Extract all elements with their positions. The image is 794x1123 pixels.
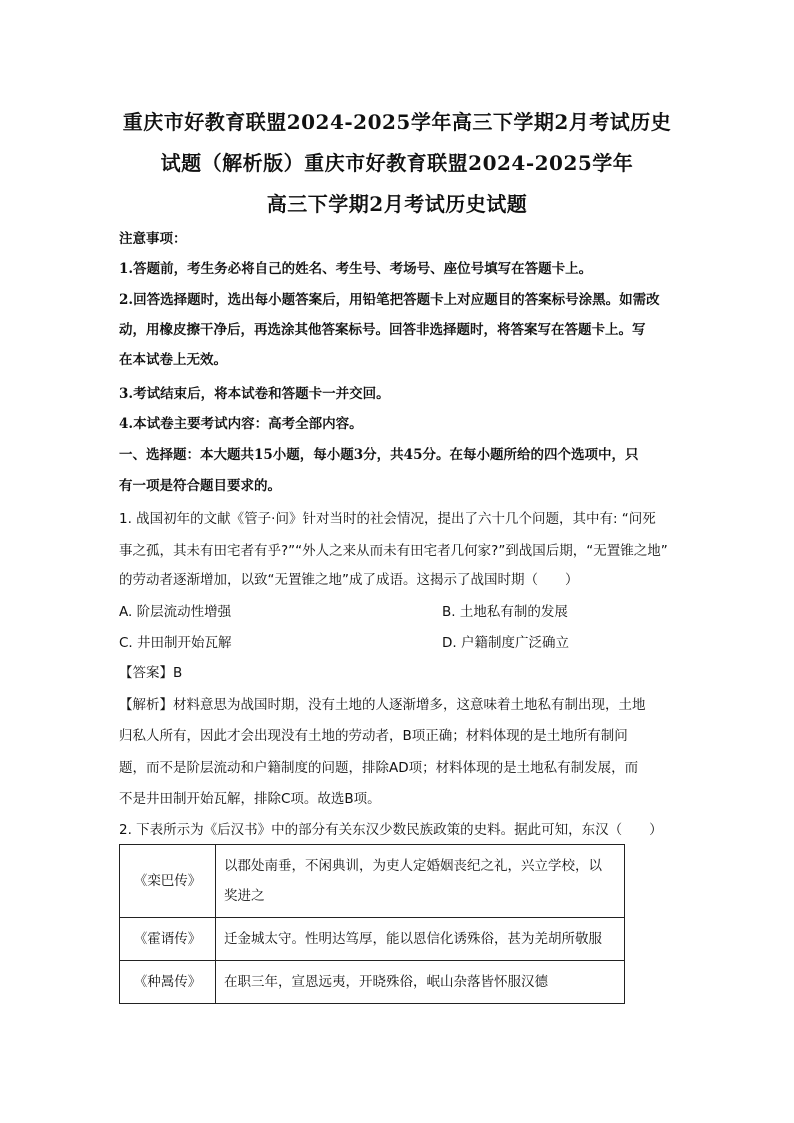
table-row: [120, 845, 625, 918]
notice-item: 4.本试卷主要考试内容：高考全部内容。: [119, 416, 363, 432]
notice-heading: 注意事项：: [119, 231, 187, 247]
question-1-option-b: B. 土地私有制的发展: [442, 604, 568, 620]
table-cell-content: 迁金城太守。性明达笃厚，能以恩信化诱殊俗，甚为羌胡所敬服: [216, 918, 625, 961]
section-heading-cont: 有一项是符合题目要求的。: [119, 478, 281, 494]
table-cell-source: 《种暠传》: [120, 961, 216, 1004]
document-title-line-2: 试题（解析版）重庆市好教育联盟2024-2025学年: [160, 151, 634, 175]
table-cell-content: [216, 845, 625, 918]
question-1-option-a: A. 阶层流动性增强: [119, 604, 232, 620]
notice-item: 1.答题前，考生务必将自己的姓名、考生号、考场号、座位号填写在答题卡上。: [119, 261, 593, 277]
question-2-stem: 2. 下表所示为《后汉书》中的部分有关东汉少数民族政策的史料。据此可知，东汉（ ）: [119, 822, 663, 838]
document-title-line-1: 重庆市好教育联盟2024-2025学年高三下学期2月考试历史: [122, 110, 672, 134]
table-cell-text: 奖进之: [224, 888, 265, 904]
table-row: [120, 918, 625, 961]
question-1-answer: 【答案】B: [119, 665, 183, 681]
question-1-stem: 1. 战国初年的文献《管子·问》针对当时的社会情况，提出了六十几个问题，其中有: “问死: [119, 511, 656, 527]
question-1-analysis: 归私人所有，因此才会出现没有土地的劳动者，B项正确；材料体现的是土地所有制问: [119, 728, 628, 744]
question-1-option-d: D. 户籍制度广泛确立: [442, 635, 569, 651]
question-1-analysis: 【解析】材料意思为战国时期，没有土地的人逐渐增多，这意味着土地私有制出现，土地: [119, 697, 646, 713]
table-cell-source: 《栾巴传》: [120, 845, 216, 918]
table-cell-text: 以郡处南垂，不闲典训，为吏人定婚姻丧纪之礼，兴立学校，以: [224, 858, 602, 874]
question-1-analysis: 不是井田制开始瓦解，排除C项。故选B项。: [119, 791, 381, 807]
notice-item: 动，用橡皮擦干净后，再选涂其他答案标号。回答非选择题时，将答案写在答题卡上。写: [119, 322, 646, 338]
document-title-line-3: 高三下学期2月考试历史试题: [266, 192, 528, 216]
question-1-stem: 的劳动者逐渐增加，以致“无置锥之地”成了成语。这揭示了战国时期（ ）: [119, 572, 579, 588]
notice-item: 在本试卷上无效。: [119, 352, 227, 368]
question-1-analysis: 题，而不是阶层流动和户籍制度的问题，排除AD项；材料体现的是土地私有制发展，而: [119, 760, 639, 776]
table-row: [120, 961, 625, 1004]
table-cell-content: 在职三年，宣恩远夷，开晓殊俗，岷山杂落皆怀服汉德: [216, 961, 625, 1004]
history-source-table: [119, 844, 625, 1004]
table-cell-source: 《霍谞传》: [120, 918, 216, 961]
notice-item: 2.回答选择题时，选出每小题答案后，用铅笔把答题卡上对应题目的答案标号涂黑。如需改: [119, 292, 660, 308]
notice-item: 3.考试结束后，将本试卷和答题卡一并交回。: [119, 386, 390, 402]
section-heading: 一、选择题：本大题共15小题，每小题3分，共45分。在每小题所给的四个选项中，只: [119, 447, 639, 463]
question-1-option-c: C. 井田制开始瓦解: [119, 635, 232, 651]
question-1-stem: 事之孤，其未有田宅者有乎?”“外人之来从而未有田宅者几何家?”到战国后期，“无置锥之地”: [119, 543, 668, 559]
